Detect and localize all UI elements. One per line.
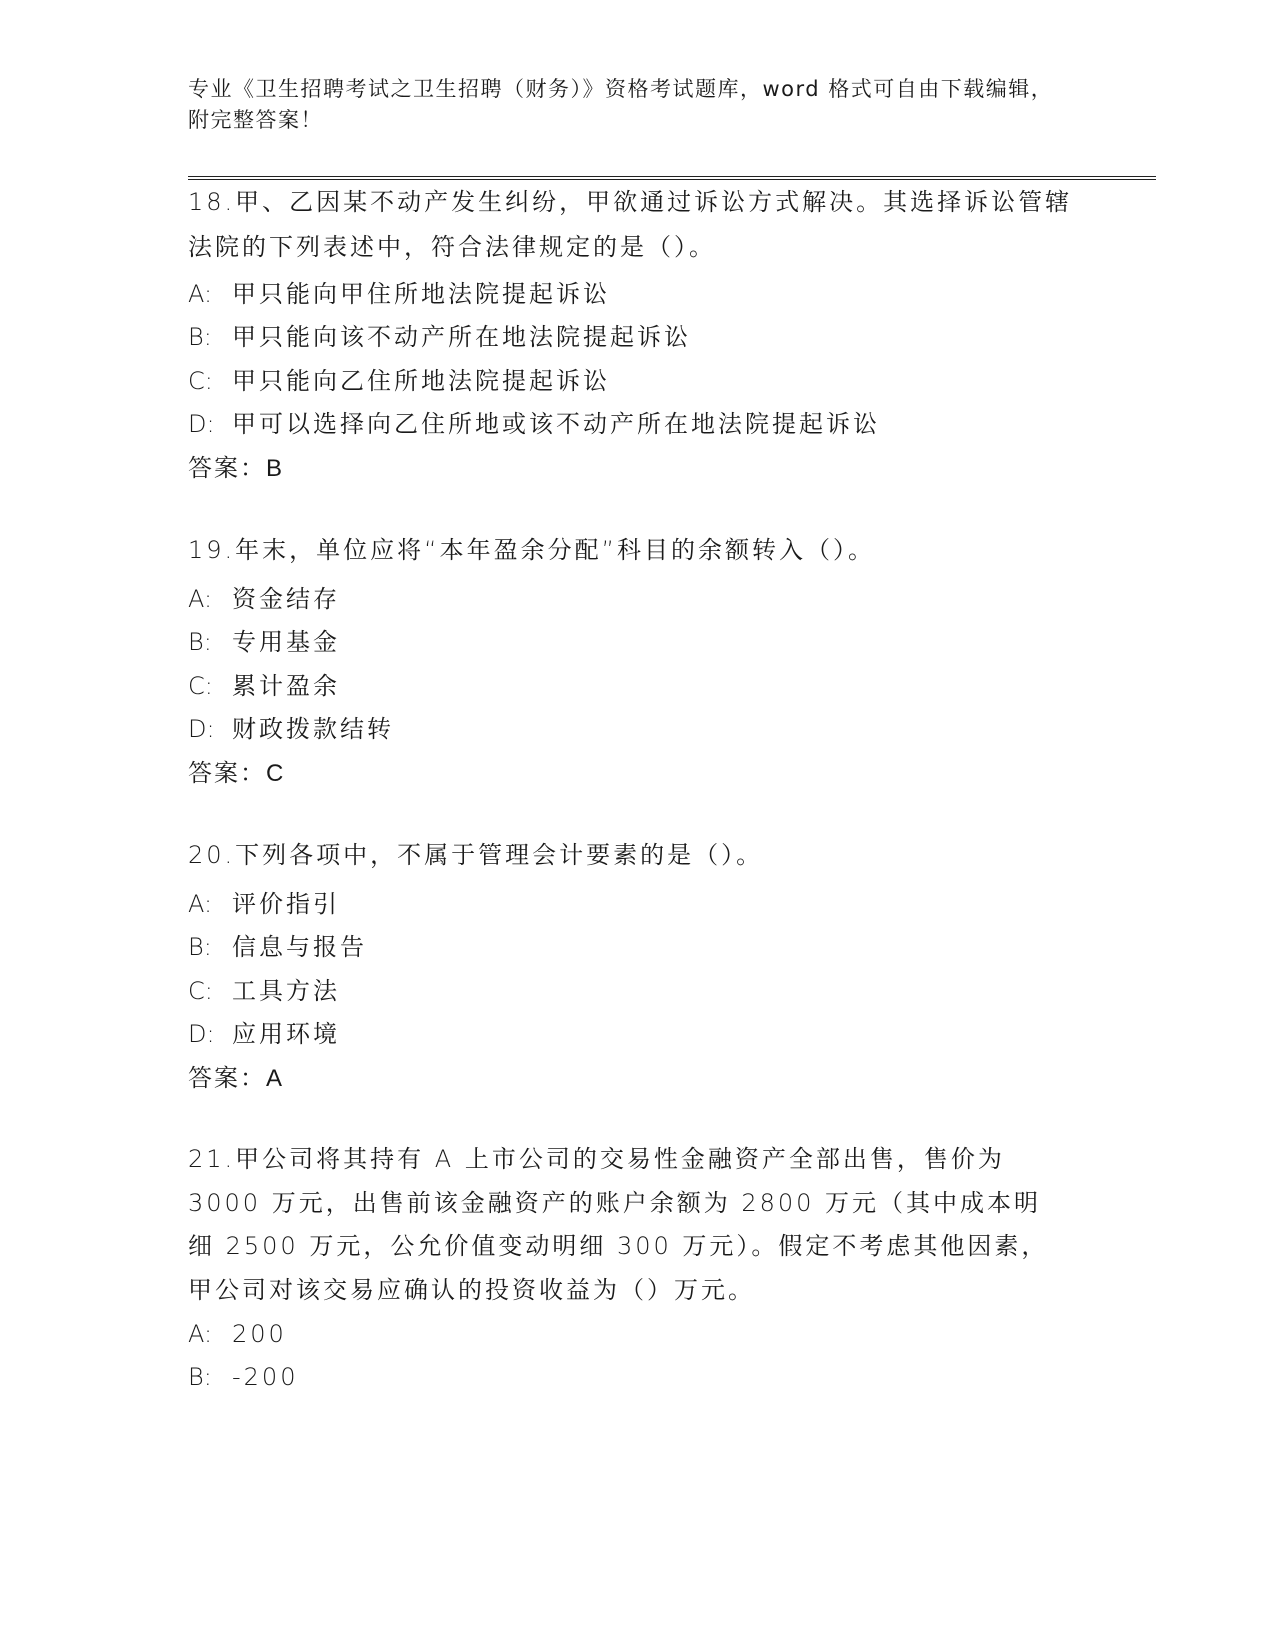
question-18-option-a[interactable] [188, 274, 610, 309]
question-21-stem: 21.甲公司将其持有 A 上市公司的交易性金融资产全部出售，售价为 3000 万元，出售前该金融资产的账户余额为 2800 万元（其中成本明细 2500 万元，公允价值变动明细 300 万元）。假定不考虑其他因素，甲公司对该交易应确认的投资收益为（）万元。 [188, 1145, 1049, 1304]
option-text: -200 [232, 1363, 299, 1391]
option-letter: A: [188, 585, 213, 613]
question-19-option-c[interactable] [188, 666, 340, 701]
option-text: 信息与报告 [232, 933, 367, 961]
question-20-option-c[interactable] [188, 971, 340, 1006]
option-letter: B: [188, 628, 212, 656]
option-letter: B: [188, 323, 212, 351]
option-text: 200 [232, 1320, 287, 1348]
option-text: 应用环境 [232, 1020, 340, 1048]
question-19-option-a[interactable] [188, 579, 340, 614]
question-18-option-c[interactable] [188, 361, 610, 396]
option-text: 甲只能向乙住所地法院提起诉讼 [232, 367, 610, 395]
option-text: 甲只能向甲住所地法院提起诉讼 [232, 280, 610, 308]
question-21-option-b[interactable] [188, 1363, 298, 1391]
question-18-option-d[interactable] [188, 404, 880, 439]
question-19-option-d[interactable] [188, 709, 394, 744]
question-18-answer: 答案：B [188, 455, 285, 482]
option-text: 甲只能向该不动产所在地法院提起诉讼 [232, 323, 691, 351]
question-20-option-b[interactable] [188, 927, 367, 962]
question-19-option-b[interactable] [188, 622, 340, 657]
option-text: 财政拨款结转 [232, 715, 394, 743]
option-text: 工具方法 [232, 977, 340, 1005]
option-text: 甲可以选择向乙住所地或该不动产所在地法院提起诉讼 [232, 410, 880, 438]
question-19-answer: 答案：C [188, 760, 286, 787]
option-letter: B: [188, 1363, 212, 1391]
option-letter: C: [188, 367, 213, 395]
option-letter: D: [188, 410, 215, 438]
option-letter: B: [188, 933, 212, 961]
question-20-option-d[interactable] [188, 1014, 340, 1049]
question-21-option-a[interactable] [188, 1320, 287, 1348]
question-20-answer: 答案：A [188, 1065, 285, 1092]
document-header-text: 专业《卫生招聘考试之卫生招聘（财务）》资格考试题库，word 格式可自由下载编辑，附完整答案！ [188, 77, 1054, 132]
option-letter: C: [188, 672, 213, 700]
option-letter: A: [188, 890, 213, 918]
option-text: 评价指引 [232, 890, 340, 918]
question-20-stem: 20.下列各项中，不属于管理会计要素的是（）。 [188, 841, 764, 869]
question-19-stem: 19.年末，单位应将“本年盈余分配”科目的余额转入（）。 [188, 536, 876, 564]
option-letter: C: [188, 977, 213, 1005]
option-letter: A: [188, 280, 213, 308]
option-text: 累计盈余 [232, 672, 340, 700]
option-letter: D: [188, 715, 215, 743]
option-text: 专用基金 [232, 628, 340, 656]
question-18-stem: 18.甲、乙因某不动产发生纠纷，甲欲通过诉讼方式解决。其选择诉讼管辖法院的下列表述中，符合法律规定的是（）。 [188, 188, 1073, 261]
option-letter: D: [188, 1020, 215, 1048]
option-letter: A: [188, 1320, 213, 1348]
option-text: 资金结存 [232, 585, 340, 613]
question-18-option-b[interactable] [188, 317, 691, 352]
question-20-option-a[interactable] [188, 884, 340, 919]
